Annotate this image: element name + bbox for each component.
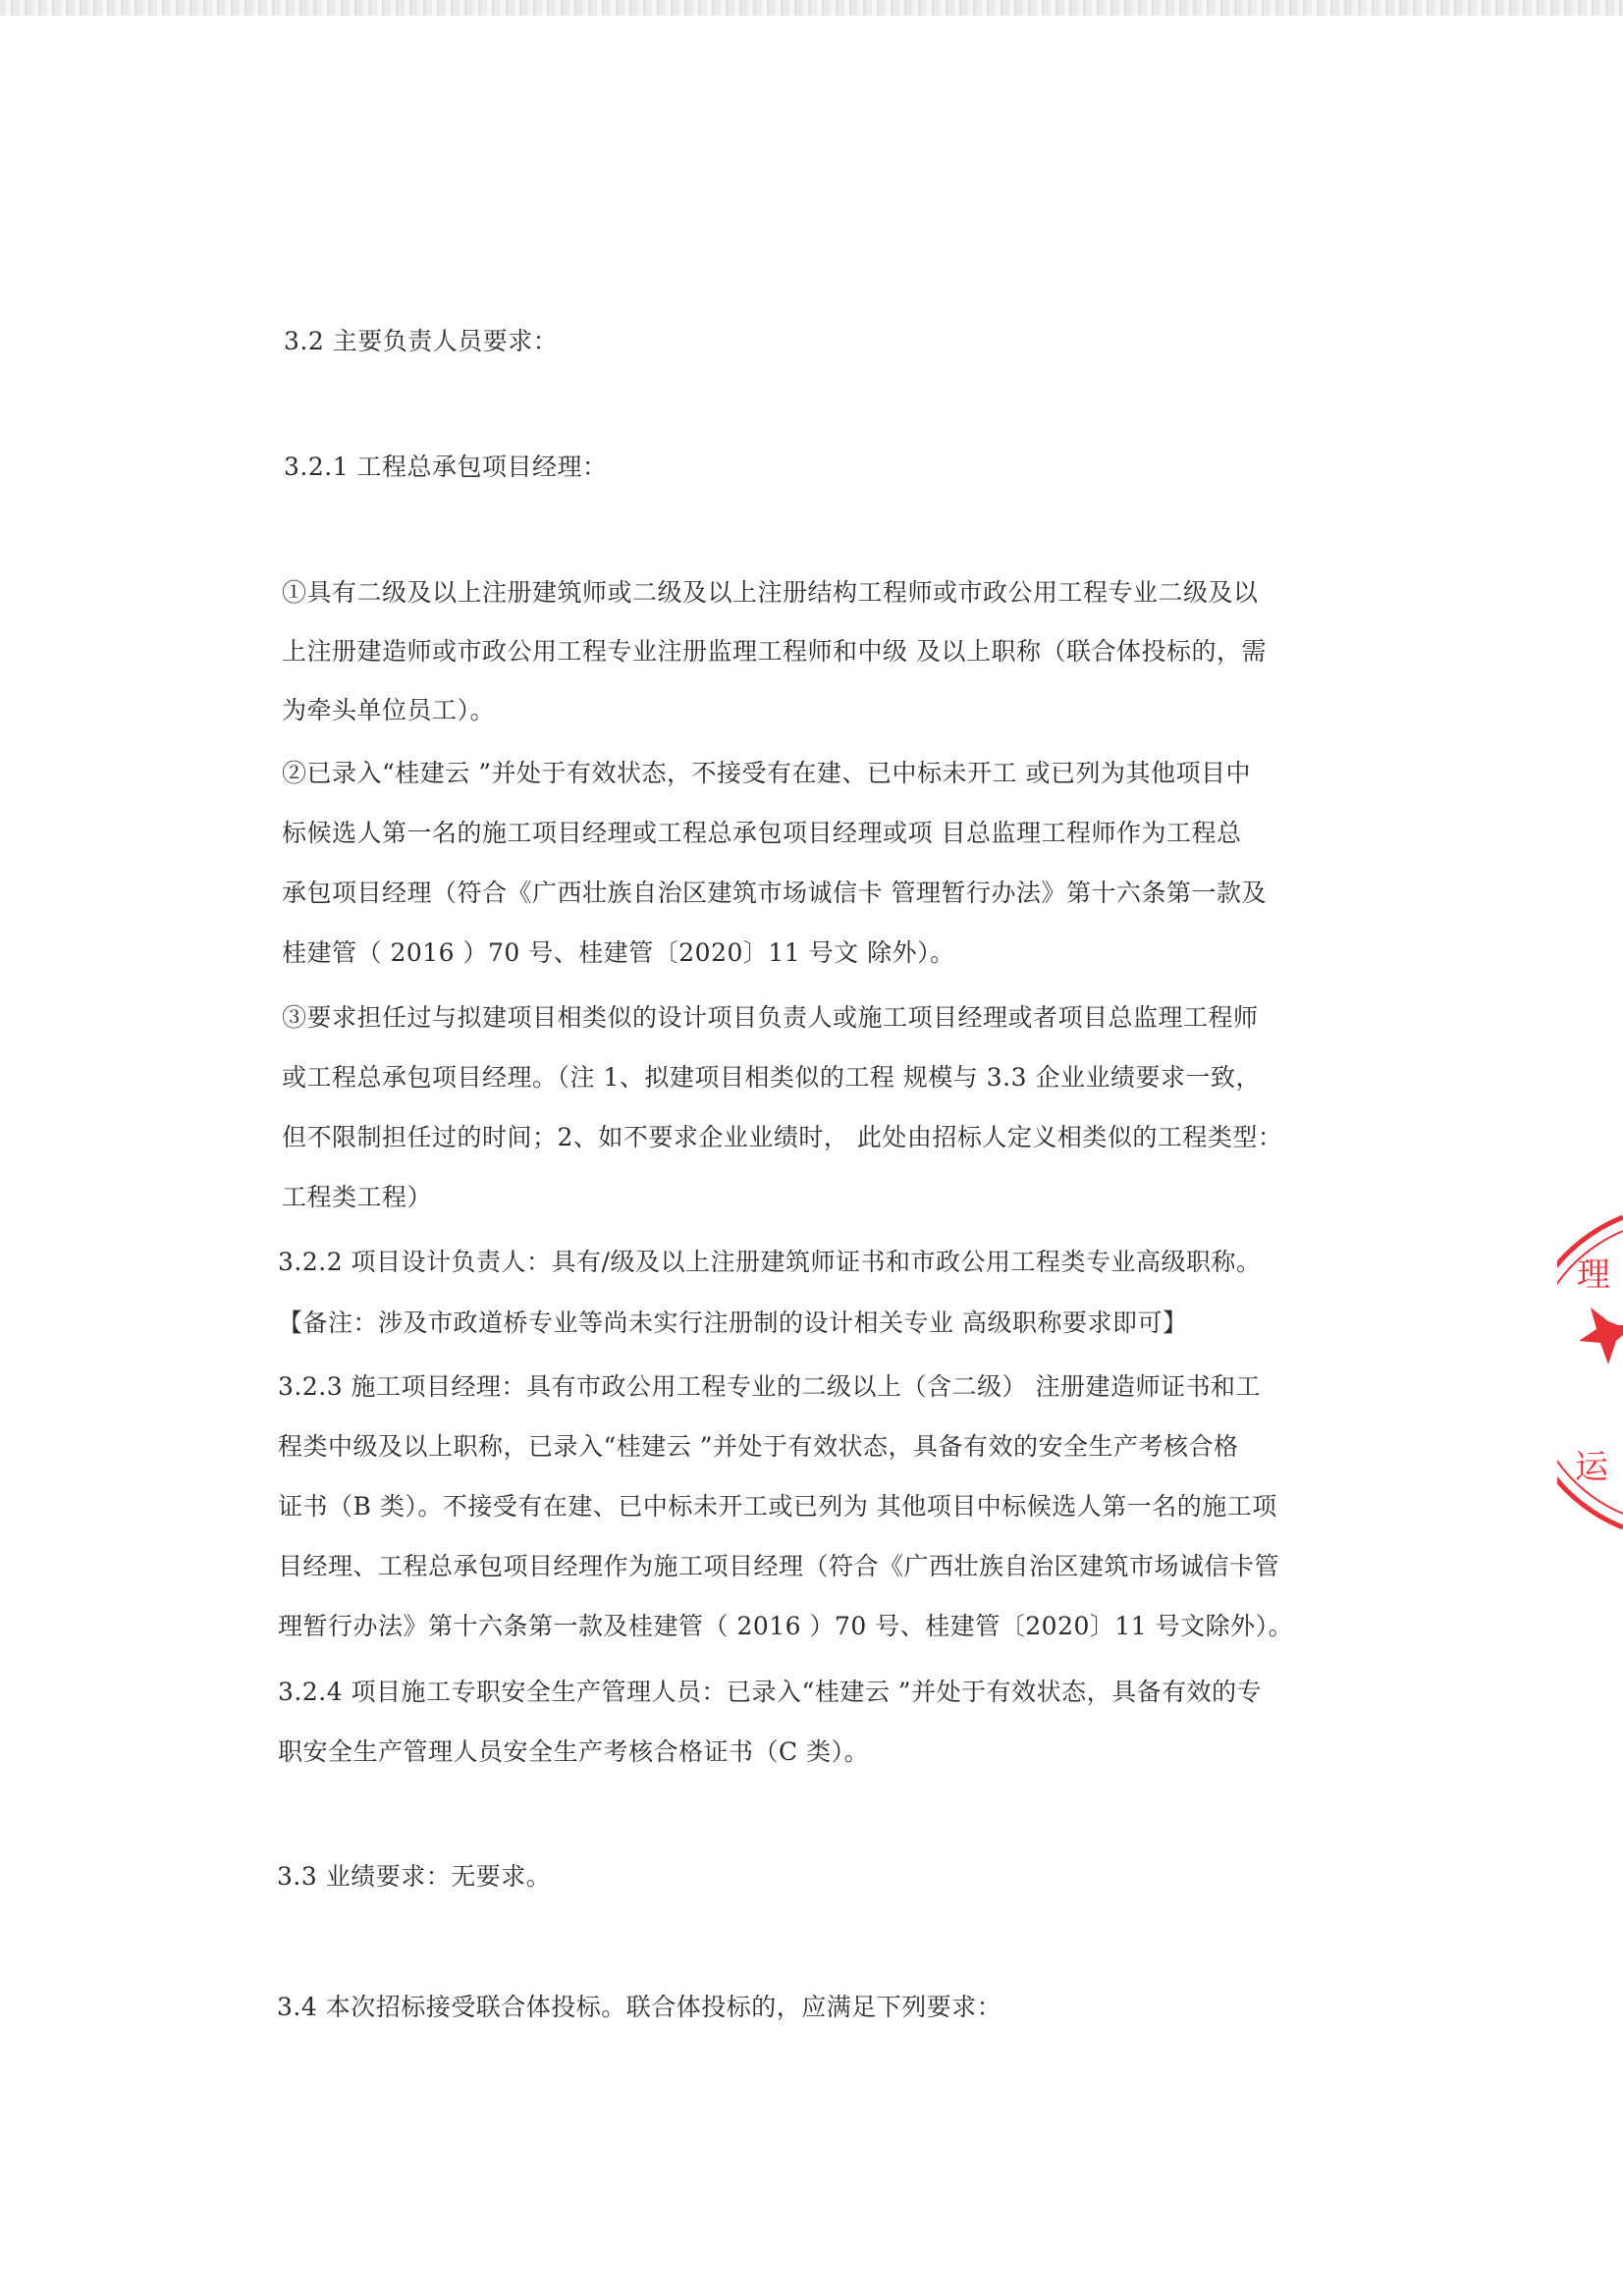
seal-graphic — [1557, 1205, 1623, 1539]
item-1-line-2: 上注册建造师或市政公用工程专业注册监理工程师和中级 及以上职称（联合体投标的，需 — [282, 637, 1267, 666]
section-3-2-4-line-1: 3.2.4 项目施工专职安全生产管理人员：已录入“桂建云 ”并处于有效状态，具备有效的专 — [278, 1678, 1263, 1706]
scan-edge — [0, 0, 1623, 16]
item-1-line-3: 为牵头单位员工）。 — [282, 696, 496, 724]
red-seal-stamp — [1557, 1205, 1623, 1539]
section-3-2-3-line-4: 目经理、工程总承包项目经理作为施工项目经理（符合《广西壮族自治区建筑市场诚信卡管 — [278, 1552, 1280, 1580]
seal-char-1: 理 — [1577, 1255, 1610, 1295]
item-2-line-4: 桂建管（ 2016 ）70 号、桂建管〔2020〕11 号文 除外）。 — [282, 938, 955, 967]
seal-char-3: 运 — [1575, 1448, 1608, 1487]
item-2-line-2: 标候选人第一名的施工项目经理或工程总承包项目经理或项 目总监理工程师作为工程总 — [282, 819, 1242, 847]
item-3-line-4: 工程类工程） — [282, 1183, 433, 1211]
heading-3-2: 3.2 主要负责人员要求： — [284, 327, 559, 355]
section-3-2-3-line-5: 理暂行办法》第十六条第一款及桂建管（ 2016 ）70 号、桂建管〔2020〕11 号文除外）。 — [278, 1612, 1294, 1640]
item-2-line-1: ②已录入“桂建云 ”并处于有效状态，不接受有在建、已中标未开工 或已列为其他项目中 — [282, 759, 1251, 787]
item-3-line-3: 但不限制担任过的时间；2、如不要求企业业绩时， 此处由招标人定义相类似的工程类型： — [282, 1123, 1283, 1151]
section-3-2-3-line-3: 证书（B 类）。不接受有在建、已中标未开工或已列为 其他项目中标候选人第一名的施工项 — [278, 1492, 1277, 1521]
seal-star-icon — [1579, 1308, 1623, 1364]
item-3-line-1: ③要求担任过与拟建项目相类似的设计项目负责人或施工项目经理或者项目总监理工程师 — [282, 1003, 1259, 1032]
section-3-2-3-line-1: 3.2.3 施工项目经理：具有市政公用工程专业的二级以上（含二级） 注册建造师证书和工 — [278, 1372, 1262, 1401]
section-3-2-2: 3.2.2 项目设计负责人：具有/级及以上注册建筑师证书和市政公用工程类专业高级职称。 — [278, 1248, 1262, 1276]
section-3-2-3-line-2: 程类中级及以上职称，已录入“桂建云 ”并处于有效状态，具备有效的安全生产考核合格 — [278, 1432, 1239, 1461]
heading-3-2-1: 3.2.1 工程总承包项目经理： — [284, 453, 608, 481]
section-3-2-4-line-2: 职安全生产管理人员安全生产考核合格证书（C 类）。 — [278, 1737, 870, 1766]
section-3-3: 3.3 业绩要求：无要求。 — [277, 1862, 552, 1891]
note-line: 【备注：涉及市政道桥专业等尚未实行注册制的设计相关专业 高级职称要求即可】 — [278, 1308, 1188, 1337]
item-1-line-1: ①具有二级及以上注册建筑师或二级及以上注册结构工程师或市政公用工程专业二级及以 — [282, 578, 1259, 607]
item-3-line-2: 或工程总承包项目经理。（注 1、拟建项目相类似的工程 规模与 3.3 企业业绩要求一致， — [282, 1063, 1261, 1092]
item-2-line-3: 承包项目经理（符合《广西壮族自治区建筑市场诚信卡 管理暂行办法》第十六条第一款及 — [282, 879, 1267, 907]
section-3-4: 3.4 本次招标接受联合体投标。联合体投标的，应满足下列要求： — [277, 1993, 1002, 2021]
